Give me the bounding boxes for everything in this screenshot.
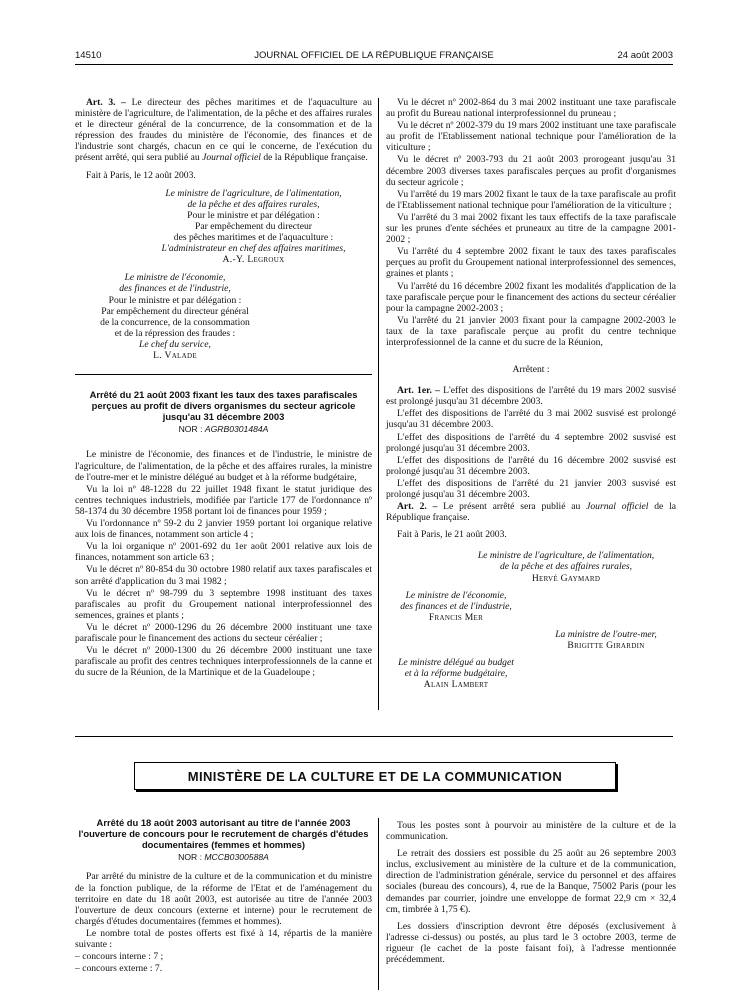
vu-para: Vu le décret nº 2003-793 du 21 août 2003 prorogeant jusqu'au 31 décembre 2003 diverses taxes parafiscales perçues au profit d'organismes du secteur agricole ; — [386, 154, 676, 188]
arrete-2 — [75, 818, 372, 975]
column-divider — [378, 98, 379, 710]
signature-gaymard: Le ministre de l'agriculture, de l'alimentation, de la pêche et des affaires rurales, Hervé Gaymard — [477, 550, 655, 584]
arrete-1-para: Vu le décret nº 98-799 du 3 septembre 1998 instituant des taxes parafiscales au profit du Groupement national interprofessionnel des semences, graines et plants ; — [75, 587, 372, 621]
arrete-1-para: Vu la loi organique nº 2001-692 du 1er août 2001 relative aux lois de finances, notamment son article 63 ; — [75, 541, 372, 564]
arrete-2-right-para: Le retrait des dossiers est possible du 25 août au 26 septembre 2003 inclus, exclusivement au ministère de la culture et de la communication, direction de l'administration générale, service du personnel et des affaires sociales (bureau des concours), 4, rue de la Banque, 75002 Paris (pour les demandes par courrier, joindre une enveloppe de format 22,9 cm × 32,4 cm, timbrée à 1,75 €). — [386, 848, 676, 915]
vu-para: Vu l'arrêté du 19 mars 2002 fixant le taux de la taxe parafiscale au profit de l'Etablissement national technique pour l'amélioration de la viticulture ; — [386, 188, 676, 211]
left-column-top — [75, 97, 372, 361]
ministry-banner: MINISTÈRE DE LA CULTURE ET DE LA COMMUNICATION — [134, 762, 616, 790]
article-1-para: L'effet des dispositions de l'arrêté du 4 septembre 2002 susvisé est prolongé jusqu'au 31 décembre 2003. — [386, 431, 676, 454]
vu-para: Vu l'arrêté du 21 janvier 2003 fixant pour la campagne 2002-2003 le taux de la taxe parafiscale perçue au profit du centre technique interprofessionnel de la canne et du sucre de la Réunion, — [386, 314, 676, 348]
page-number: 14510 — [75, 50, 102, 61]
vu-para: Vu l'arrêté du 16 décembre 2002 fixant les modalités d'application de la taxe parafiscale perçue pour le financement des actions du secteur céréalier pour la campagne 2002-2003 ; — [386, 280, 676, 314]
signature-agriculture: Le ministre de l'agriculture, de l'alimentation, de la pêche et des affaires rurales, Pour le ministre et par délégation : Par empêchement du directeur des pêches maritimes et de l'aquaculture : L'administrateur en chef des affaires maritimes, A.-Y. Legroux — [161, 187, 346, 266]
arrete-2-right-para: Les dossiers d'inscription devront être déposés (exclusivement à l'adresse ci-dessus) ou postés, au plus tard le 3 octobre 2003, terme de rigueur (le cachet de la poste faisant foi), à l'adresse mentionnée précédemment. — [386, 920, 676, 966]
header-rule — [75, 64, 673, 65]
arrete-2-para: Par arrêté du ministre de la culture et de la communication et du ministre de la fonction publique, de la réforme de l'Etat et de l'aménagement du territoire en date du 18 août 2003, est autorisée au titre de l'année 2003 l'ouverture de deux concours (externe et interne) pour le recrutement de chargés d'études documentaires (femmes et hommes). — [75, 871, 372, 927]
list-item: – concours interne : 7 ; — [75, 951, 164, 963]
fait-date-2: Fait à Paris, le 21 août 2003. — [397, 529, 507, 541]
article-1-para: L'effet des dispositions de l'arrêté du 21 janvier 2003 susvisé est prolongé jusqu'au 31 décembre 2003. — [386, 477, 676, 500]
vu-para: Vu l'arrêté du 4 septembre 2002 fixant le taux des taxes parafiscales perçues au profit du Groupement national interprofessionnel des semences, graines et plants ; — [386, 246, 676, 280]
arrete-1-title: Arrêté du 21 août 2003 fixant les taux des taxes parafiscales perçues au profit de divers organismes du secteur agricole jusqu'au 31 décembre 2003 — [89, 389, 358, 422]
arrete-1-para: Vu le décret nº 2000-1296 du 26 décembre 2000 instituant une taxe parafiscale pour le financement des actions du secteur céréalier ; — [75, 621, 372, 644]
journal-title: JOURNAL OFFICIEL DE LA RÉPUBLIQUE FRANÇAISE — [254, 50, 494, 61]
article-3: Art. 3. – Le directeur des pêches maritimes et de l'aquaculture au ministère de l'agriculture, de l'alimentation, de la pêche et des affaires rurales et le directeur général de la concurrence, de la consommation et de la répression des fraudes du ministère de l'économie, des finances et de l'industrie sont chargés, chacun en ce qui le concerne, de l'exécution du présent arrêté, qui sera publié au Journal officiel de la République française. — [75, 97, 372, 164]
arrete-2-nor: NOR : MCCB0300588A — [178, 852, 269, 863]
arretent: Arrêtent : — [512, 364, 550, 376]
section-rule — [75, 736, 673, 737]
signature-lambert: Le ministre délégué au budget et à la réforme budgétaire, Alain Lambert — [398, 657, 514, 691]
arrete-1-para: Vu l'ordonnance nº 59-2 du 2 janvier 1959 portant loi organique relative aux lois de finances, notamment son article 4 ; — [75, 518, 372, 541]
arrete-2-title: Arrêté du 18 août 2003 autorisant au titre de l'année 2003 l'ouverture de concours pour le recrutement de chargés d'études documentaires (femmes et hommes) — [78, 817, 369, 850]
right-column — [386, 97, 676, 690]
article-1: Art. 1er. – L'effet des dispositions de l'arrêté du 19 mars 2002 susvisé est prolongé jusqu'au 31 décembre 2003. — [386, 385, 676, 408]
arrete-1-para: Le ministre de l'économie, des finances et de l'industrie, le ministre de l'agriculture, de l'alimentation, de la pêche et des affaires rurales, la ministre de l'outre-mer et le ministre délégué au budget et à la réforme budgétaire, — [75, 449, 372, 483]
fait-date: Fait à Paris, le 12 août 2003. — [86, 169, 196, 181]
vu-para: Vu l'arrêté du 3 mai 2002 fixant les taux effectifs de la taxe parafiscale sur les prunes d'ente séchées et pruneaux au titre de la campagne 2001-2002 ; — [386, 211, 676, 246]
issue-date: 24 août 2003 — [617, 50, 673, 61]
arrete-2-right — [386, 820, 676, 966]
section-rule — [75, 374, 372, 375]
arrete-1-nor: NOR : AGRB0301484A — [178, 424, 269, 435]
signature-girardin: La ministre de l'outre-mer, Brigitte Girardin — [555, 628, 657, 652]
arrete-1 — [75, 390, 372, 679]
vu-para: Vu le décret nº 2002-379 du 19 mars 2002 instituant une taxe parafiscale au profit de l'Etablissement national technique pour l'amélioration de la viticulture ; — [386, 120, 676, 154]
page-header — [75, 47, 673, 65]
column-divider — [378, 818, 379, 990]
arrete-1-para: Vu le décret nº 80-854 du 30 octobre 1980 relatif aux taxes parafiscales et son arrêté d'application du 3 mai 1982 ; — [75, 564, 372, 587]
article-2: Art. 2. – Le présent arrêté sera publié au Journal officiel de la République française. — [386, 501, 677, 524]
vu-para: Vu le décret nº 2002-864 du 3 mai 2002 instituant une taxe parafiscale au profit du Bureau national interprofessionnel du pruneau ; — [386, 97, 676, 120]
signature-mer: Le ministre de l'économie, des finances et de l'industrie, Francis Mer — [400, 589, 512, 623]
article-1-para: L'effet des dispositions de l'arrêté du 16 décembre 2002 susvisé est prolongé jusqu'au 31 décembre 2003. — [386, 454, 676, 477]
arrete-2-para: Le nombre total de postes offerts est fixé à 14, répartis de la manière suivante : — [75, 927, 372, 951]
arrete-2-right-para: Tous les postes sont à pourvoir au ministère de la culture et de la communication. — [386, 820, 676, 843]
article-1-para: L'effet des dispositions de l'arrêté du 3 mai 2002 susvisé est prolongé jusqu'au 31 décembre 2003. — [386, 408, 676, 431]
list-item: – concours externe : 7. — [75, 963, 163, 975]
arrete-1-para: Vu le décret nº 2000-1300 du 26 décembre 2000 instituant une taxe parafiscale au profit des centres techniques interprofessionnels de la canne et du sucre de la Réunion, de la Martinique et de la Guadeloupe ; — [75, 645, 372, 679]
signature-economie: Le ministre de l'économie, des finances et de l'industrie, Pour le ministre et par délégation : Par empêchement du directeur général de la concurrence, de la consommation et de la répression des fraudes : Le chef du service, L. Valade — [100, 272, 250, 361]
arrete-1-para: Vu la loi nº 48-1228 du 22 juillet 1948 fixant le statut juridique des centres techniques industriels, modifiée par l'article 177 de l'ordonnance nº 58-1374 du 30 décembre 1958 portant loi de finances pour 1959 ; — [75, 483, 372, 517]
